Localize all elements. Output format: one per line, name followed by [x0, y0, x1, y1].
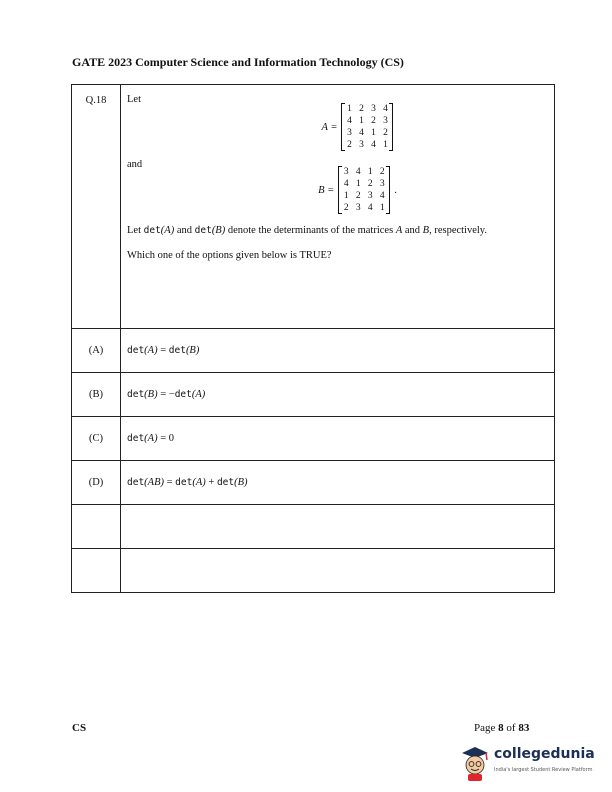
matrix-cell: 1	[371, 128, 376, 138]
math-op: = −	[157, 389, 175, 400]
option-b-label: (B)	[72, 373, 121, 417]
matrix-cell: 3	[379, 179, 385, 189]
matrix-cell: 2	[383, 128, 388, 138]
math-var: (A)	[144, 433, 158, 444]
statement-text: and	[402, 225, 423, 236]
math-var: (A)	[192, 477, 206, 488]
math-op: =	[157, 345, 169, 356]
matrix-cell: 4	[379, 191, 385, 201]
empty-cell	[72, 505, 121, 549]
option-c-row[interactable]	[72, 417, 555, 461]
matrix-cell: 2	[379, 167, 385, 177]
matrix-cell: 4	[359, 128, 364, 138]
statement-text: and	[174, 225, 195, 236]
det-keyword: det	[127, 433, 145, 444]
det-keyword: det	[216, 477, 235, 488]
matrix-a-label: A =	[321, 121, 338, 133]
matrix-cell: 2	[355, 191, 361, 201]
page-header: GATE 2023 Computer Science and Information Technology (CS)	[72, 55, 404, 69]
math-var: (A)	[144, 345, 158, 356]
det-keyword: det	[127, 389, 145, 400]
det-keyword: det	[194, 225, 212, 236]
det-keyword: det	[143, 225, 161, 236]
matrix-cell: 4	[367, 203, 373, 213]
question-number: Q.18	[72, 85, 121, 329]
page-number: 8	[498, 722, 504, 734]
det-keyword: det	[127, 345, 145, 356]
math-var: (A)	[191, 389, 206, 400]
question-table	[71, 84, 555, 593]
brand-logo[interactable]	[458, 740, 608, 788]
matrix-b	[338, 166, 390, 214]
math-op: =	[164, 477, 176, 488]
option-b-row[interactable]	[72, 373, 555, 417]
det-keyword: det	[174, 389, 192, 400]
matrix-cell: 3	[367, 191, 373, 201]
matrix-cell: 4	[355, 167, 361, 177]
det-keyword: det	[168, 345, 186, 356]
matrix-cell: 1	[355, 179, 361, 189]
matrix-cell: 1	[383, 140, 388, 150]
page-mid: of	[503, 722, 519, 734]
matrix-cell: 1	[379, 203, 385, 213]
math-op: = 0	[157, 433, 175, 444]
option-b-text[interactable]	[121, 373, 555, 417]
page-indicator	[474, 722, 529, 734]
statement-text: , respectively.	[429, 225, 487, 236]
matrix-cell: 4	[383, 104, 388, 114]
matrix-b-label: B =	[318, 184, 335, 196]
empty-cell	[121, 549, 555, 593]
statement-text: denote the determinants of the matrices	[225, 225, 396, 236]
matrix-cell: 3	[359, 140, 364, 150]
matrix-cell: 3	[355, 203, 361, 213]
math-op: +	[205, 477, 217, 488]
matrix-cell: 1	[347, 104, 352, 114]
matrix-cell: 3	[371, 104, 376, 114]
matrix-cell: 2	[347, 140, 352, 150]
math-var: B	[422, 225, 430, 236]
option-d-text[interactable]	[121, 461, 555, 505]
option-d-label: (D)	[72, 461, 121, 505]
math-var: (B)	[234, 477, 248, 488]
option-a-row[interactable]	[72, 329, 555, 373]
matrix-cell: 4	[343, 179, 349, 189]
option-a-label: (A)	[72, 329, 121, 373]
empty-row	[72, 549, 555, 593]
matrix-cell: 4	[371, 140, 376, 150]
math-var: (B)	[185, 345, 200, 356]
brand-tagline: India's largest Student Review Platform	[494, 767, 593, 773]
empty-cell	[72, 549, 121, 593]
matrix-cell: 3	[383, 116, 388, 126]
page-total: 83	[518, 722, 530, 734]
question-row	[72, 85, 555, 329]
matrix-a-block	[167, 103, 548, 151]
matrix-b-block	[167, 166, 548, 214]
math-var: (A)	[160, 225, 175, 236]
math-var: (B)	[144, 389, 158, 400]
page-prefix: Page	[474, 722, 499, 734]
matrix-cell: 2	[343, 203, 349, 213]
brand-name: collegedunia	[494, 746, 595, 762]
option-d-row[interactable]	[72, 461, 555, 505]
matrix-a	[341, 103, 393, 151]
option-c-label: (C)	[72, 417, 121, 461]
footer-subject: CS	[72, 722, 87, 734]
option-c-text[interactable]	[121, 417, 555, 461]
matrix-cell: 2	[359, 104, 364, 114]
question-body	[121, 85, 555, 329]
matrix-cell: 1	[367, 167, 373, 177]
matrix-cell: 1	[343, 191, 349, 201]
empty-cell	[121, 505, 555, 549]
empty-row	[72, 505, 555, 549]
matrix-b-period: .	[394, 184, 397, 196]
math-var: A	[395, 225, 403, 236]
matrix-cell: 2	[367, 179, 373, 189]
option-a-text[interactable]	[121, 329, 555, 373]
question-statement	[127, 224, 548, 238]
question-intro: Let	[127, 94, 141, 105]
math-var: (AB)	[144, 477, 164, 488]
matrix-cell: 4	[347, 116, 352, 126]
math-var: (B)	[211, 225, 226, 236]
matrix-cell: 2	[371, 116, 376, 126]
det-keyword: det	[175, 477, 193, 488]
statement-text: Let	[127, 225, 144, 236]
mascot-icon	[458, 744, 492, 782]
det-keyword: det	[127, 477, 145, 488]
matrix-cell: 3	[343, 167, 349, 177]
matrix-cell: 1	[359, 116, 364, 126]
question-prompt: Which one of the options given below is TRUE?	[127, 250, 332, 261]
matrix-cell: 3	[347, 128, 352, 138]
and-text: and	[127, 159, 143, 170]
